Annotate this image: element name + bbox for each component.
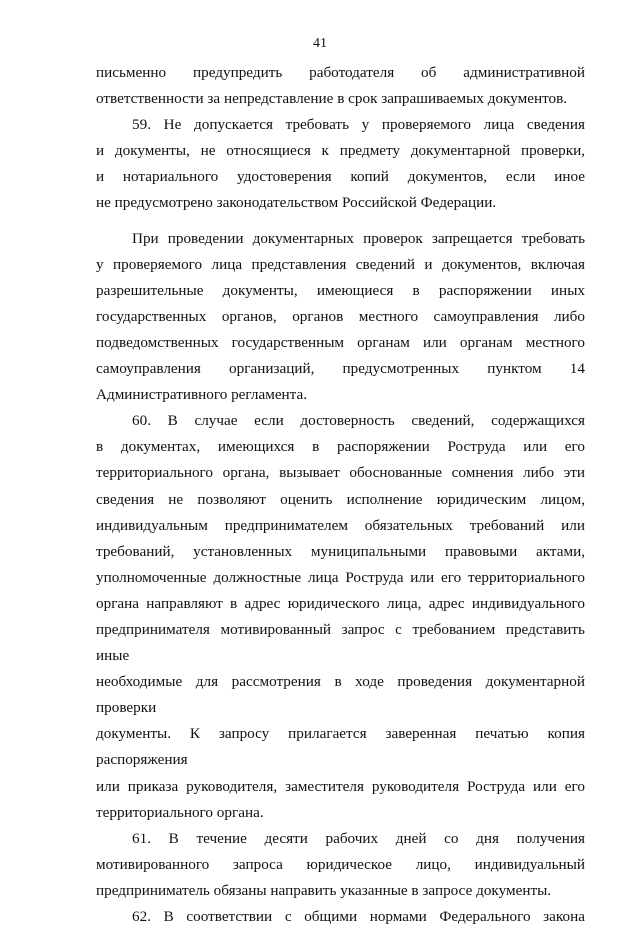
text-line: Административного регламента. <box>96 386 308 404</box>
text-line: не предусмотрено законодательством Российской Федерации. <box>96 194 497 212</box>
text-line: уполномоченные должностные лица Роструда или его территориального <box>96 568 585 586</box>
paragraph-59-start: 59. Не допускается требовать у проверяемого лица сведения <box>132 116 585 134</box>
text-line: ответственности за непредставление в срок запрашиваемых документов. <box>96 90 568 108</box>
paragraph-62-start: 62. В соответствии с общими нормами Федерального закона <box>132 908 585 925</box>
text-line: и нотариального удостоверения копий документов, если иное <box>96 168 585 186</box>
text-line: документы. К запросу прилагается заверенная печатью копия распоряжения <box>96 725 585 769</box>
text-line: в документах, имеющихся в распоряжении Роструда или его <box>96 438 585 456</box>
paragraph-60-start: 60. В случае если достоверность сведений, содержащихся <box>132 412 585 430</box>
text-line: подведомственных государственным органам или органам местного <box>96 333 585 351</box>
text-line: письменно предупредить работодателя об административной <box>96 64 585 81</box>
paragraph-61-start: 61. В течение десяти рабочих дней со дня получения <box>132 829 585 847</box>
text-line: предпринимателя мотивированный запрос с требованием представить иные <box>96 620 585 665</box>
text-line: требований, установленных муниципальными правовыми актами, <box>96 542 585 560</box>
text-line: предприниматель обязаны направить указанные в запросе документы. <box>96 881 552 899</box>
text-line: самоуправления организаций, предусмотренных пунктом 14 <box>96 360 585 378</box>
text-line: сведения не позволяют оценить исполнение юридическим лицом, <box>96 490 585 508</box>
text-line: разрешительные документы, имеющиеся в распоряжении иных <box>96 281 585 299</box>
text-line: и документы, не относящиеся к предмету документарной проверки, <box>96 142 585 160</box>
text-line: индивидуальным предпринимателем обязательных требований или <box>96 516 585 534</box>
text-line: органа направляют в адрес юридического лица, адрес индивидуального <box>96 594 585 612</box>
text-line: у проверяемого лица представления сведений и документов, включая <box>96 255 585 273</box>
text-line: территориального органа, вызывает обоснованные сомнения либо эти <box>96 464 585 482</box>
text-line: мотивированного запроса юридическое лицо, индивидуальный <box>96 855 585 873</box>
page-number: 41 <box>313 36 327 51</box>
text-line: или приказа руководителя, заместителя руководителя Роструда или его <box>96 777 585 795</box>
paragraph-start: При проведении документарных проверок запрещается требовать <box>132 229 585 247</box>
text-line: территориального органа. <box>96 803 264 821</box>
document-body <box>96 60 585 930</box>
text-line: необходимые для рассмотрения в ходе проведения документарной проверки <box>96 673 585 717</box>
text-line: государственных органов, органов местного самоуправления либо <box>96 307 585 325</box>
